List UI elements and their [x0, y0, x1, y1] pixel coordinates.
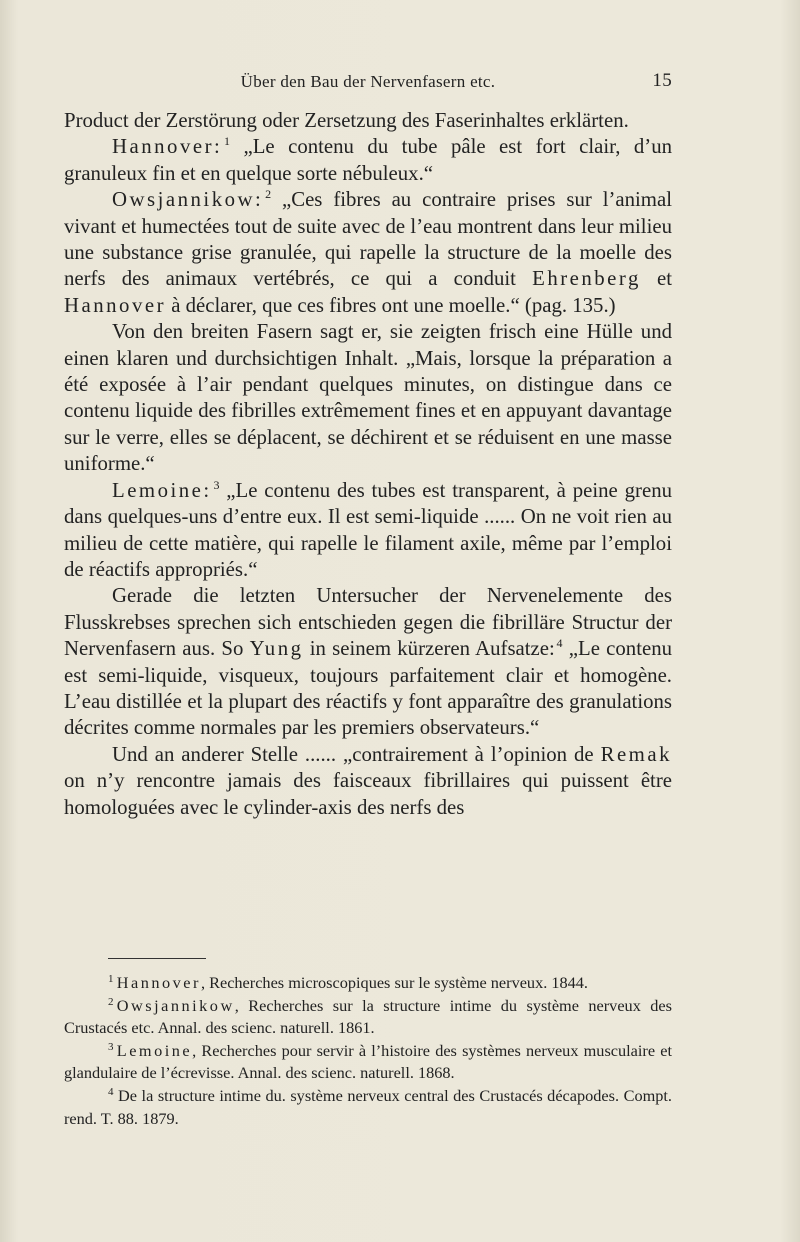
author-name: Lemoine: [112, 478, 212, 502]
author-name: Owsjannikow: [112, 188, 264, 212]
author-name: Ehrenberg [532, 267, 641, 291]
footnote-number: 4 [108, 1085, 114, 1098]
footnote-1: $^1$ Hannover, Recherches microscopiques sur le système nerveux. 1844. [108, 973, 588, 992]
page-number: 15 [652, 70, 672, 91]
paragraph-3: Owsjannikow: $^2$ „Ces fibres au contraire prises sur l’animal vivant et humectées tout de suite avec de l’eau montrent dans leur milieu une substance grise granulée, qui rapelle la structure de la moelle des nerfs des animaux vertébrés, ce qui a conduit Ehrenberg et Hannover à déclarer, que ces fibres ont une moelle.“ (pag. 135.) [64, 187, 672, 317]
paragraph-2: Hannover: $^1$ „Le contenu du tube pâle est fort clair, d’un granuleux fin et en quelque sorte nébuleux.“ [64, 134, 672, 185]
footnote-author: Lemoine [116, 1040, 193, 1060]
author-name: Yung [249, 637, 304, 661]
footnote-author: Owsjannikow [116, 995, 235, 1015]
paragraph-5: Lemoine: $^3$ „Le contenu des tubes est transparent, à peine grenu dans quelques-uns d’entre eux. Il est semi-liquide ...... On ne voit rien au milieu de cette matière, qui rapelle le filament axile, même par l’emploi de réactifs appropriés.“ [64, 477, 672, 581]
footnote-divider [108, 958, 206, 959]
footnote-ref: 2 [265, 187, 272, 202]
footnote-number: 3 [108, 1040, 114, 1053]
footnote-4: $^4$ De la structure intime du. système nerveux central des Crustacés décapodes. Compt. rend. T. 88. 1879. [64, 1085, 672, 1128]
footnote-3: $^3$ Lemoine, Recherches pour servir à l’histoire des systèmes nerveux musculaire et glandulaire de l’écrevisse. Annal. des scienc. naturell. 1868. [64, 1040, 672, 1083]
footnote-ref: 4 [556, 636, 563, 651]
page-header [64, 70, 672, 100]
footnote-author: Hannover [116, 973, 201, 992]
paragraph-1: Product der Zerstörung oder Zersetzung des Faserinhaltes erklärten. [64, 109, 629, 132]
paragraph-6: Gerade die letzten Untersucher der Nervenelemente des Flusskrebses sprechen sich entschieden gegen die fibrilläre Structur der Nervenfasern aus. So Yung in seinem kürzeren Aufsatze: $^4$ „Le contenu est semi-liquide, visqueux, toujours parfaitement clair et homogène. L’eau distillée et la plupart des réactifs y font apparaître des granulations décrites comme normales par les premiers observateurs.“ [64, 584, 673, 740]
author-name: Hannover [64, 293, 166, 317]
author-name: Hannover: [112, 135, 223, 159]
paragraph-7: Und an anderer Stelle ...... „contrairement à l’opinion de Remak on n’y rencontre jamais des faisceaux fibrillaires qui puissent être homologuées avec le cylinder-axis des nerfs des [64, 742, 672, 819]
body-text [64, 108, 672, 821]
footnote-2: $^2$ Owsjannikow, Recherches sur la structure intime du système nerveux des Crustacés etc. Annal. des scienc. naturell. 1861. [64, 995, 672, 1038]
running-title: Über den Bau der Nervenfasern etc. [240, 72, 496, 91]
footnote-number: 2 [108, 995, 114, 1008]
author-name: Remak [600, 742, 672, 766]
paragraph-4: Von den breiten Fasern sagt er, sie zeigten frisch eine Hülle und einen klaren und durchsichtigen Inhalt. „Mais, lorsque la préparation a été exposée à l’air pendant quelques minutes, on distingue dans ce contenu liquide des fibrilles extrêmement fines et en appuyant davantage sur le verre, elles se déplacent, se déchirent et se réduisent en une masse uniforme.“ [64, 320, 672, 476]
footnotes [64, 972, 672, 1130]
footnote-ref: 3 [213, 477, 220, 492]
footnote-ref: 1 [224, 134, 231, 149]
footnote-number: 1 [108, 973, 114, 985]
